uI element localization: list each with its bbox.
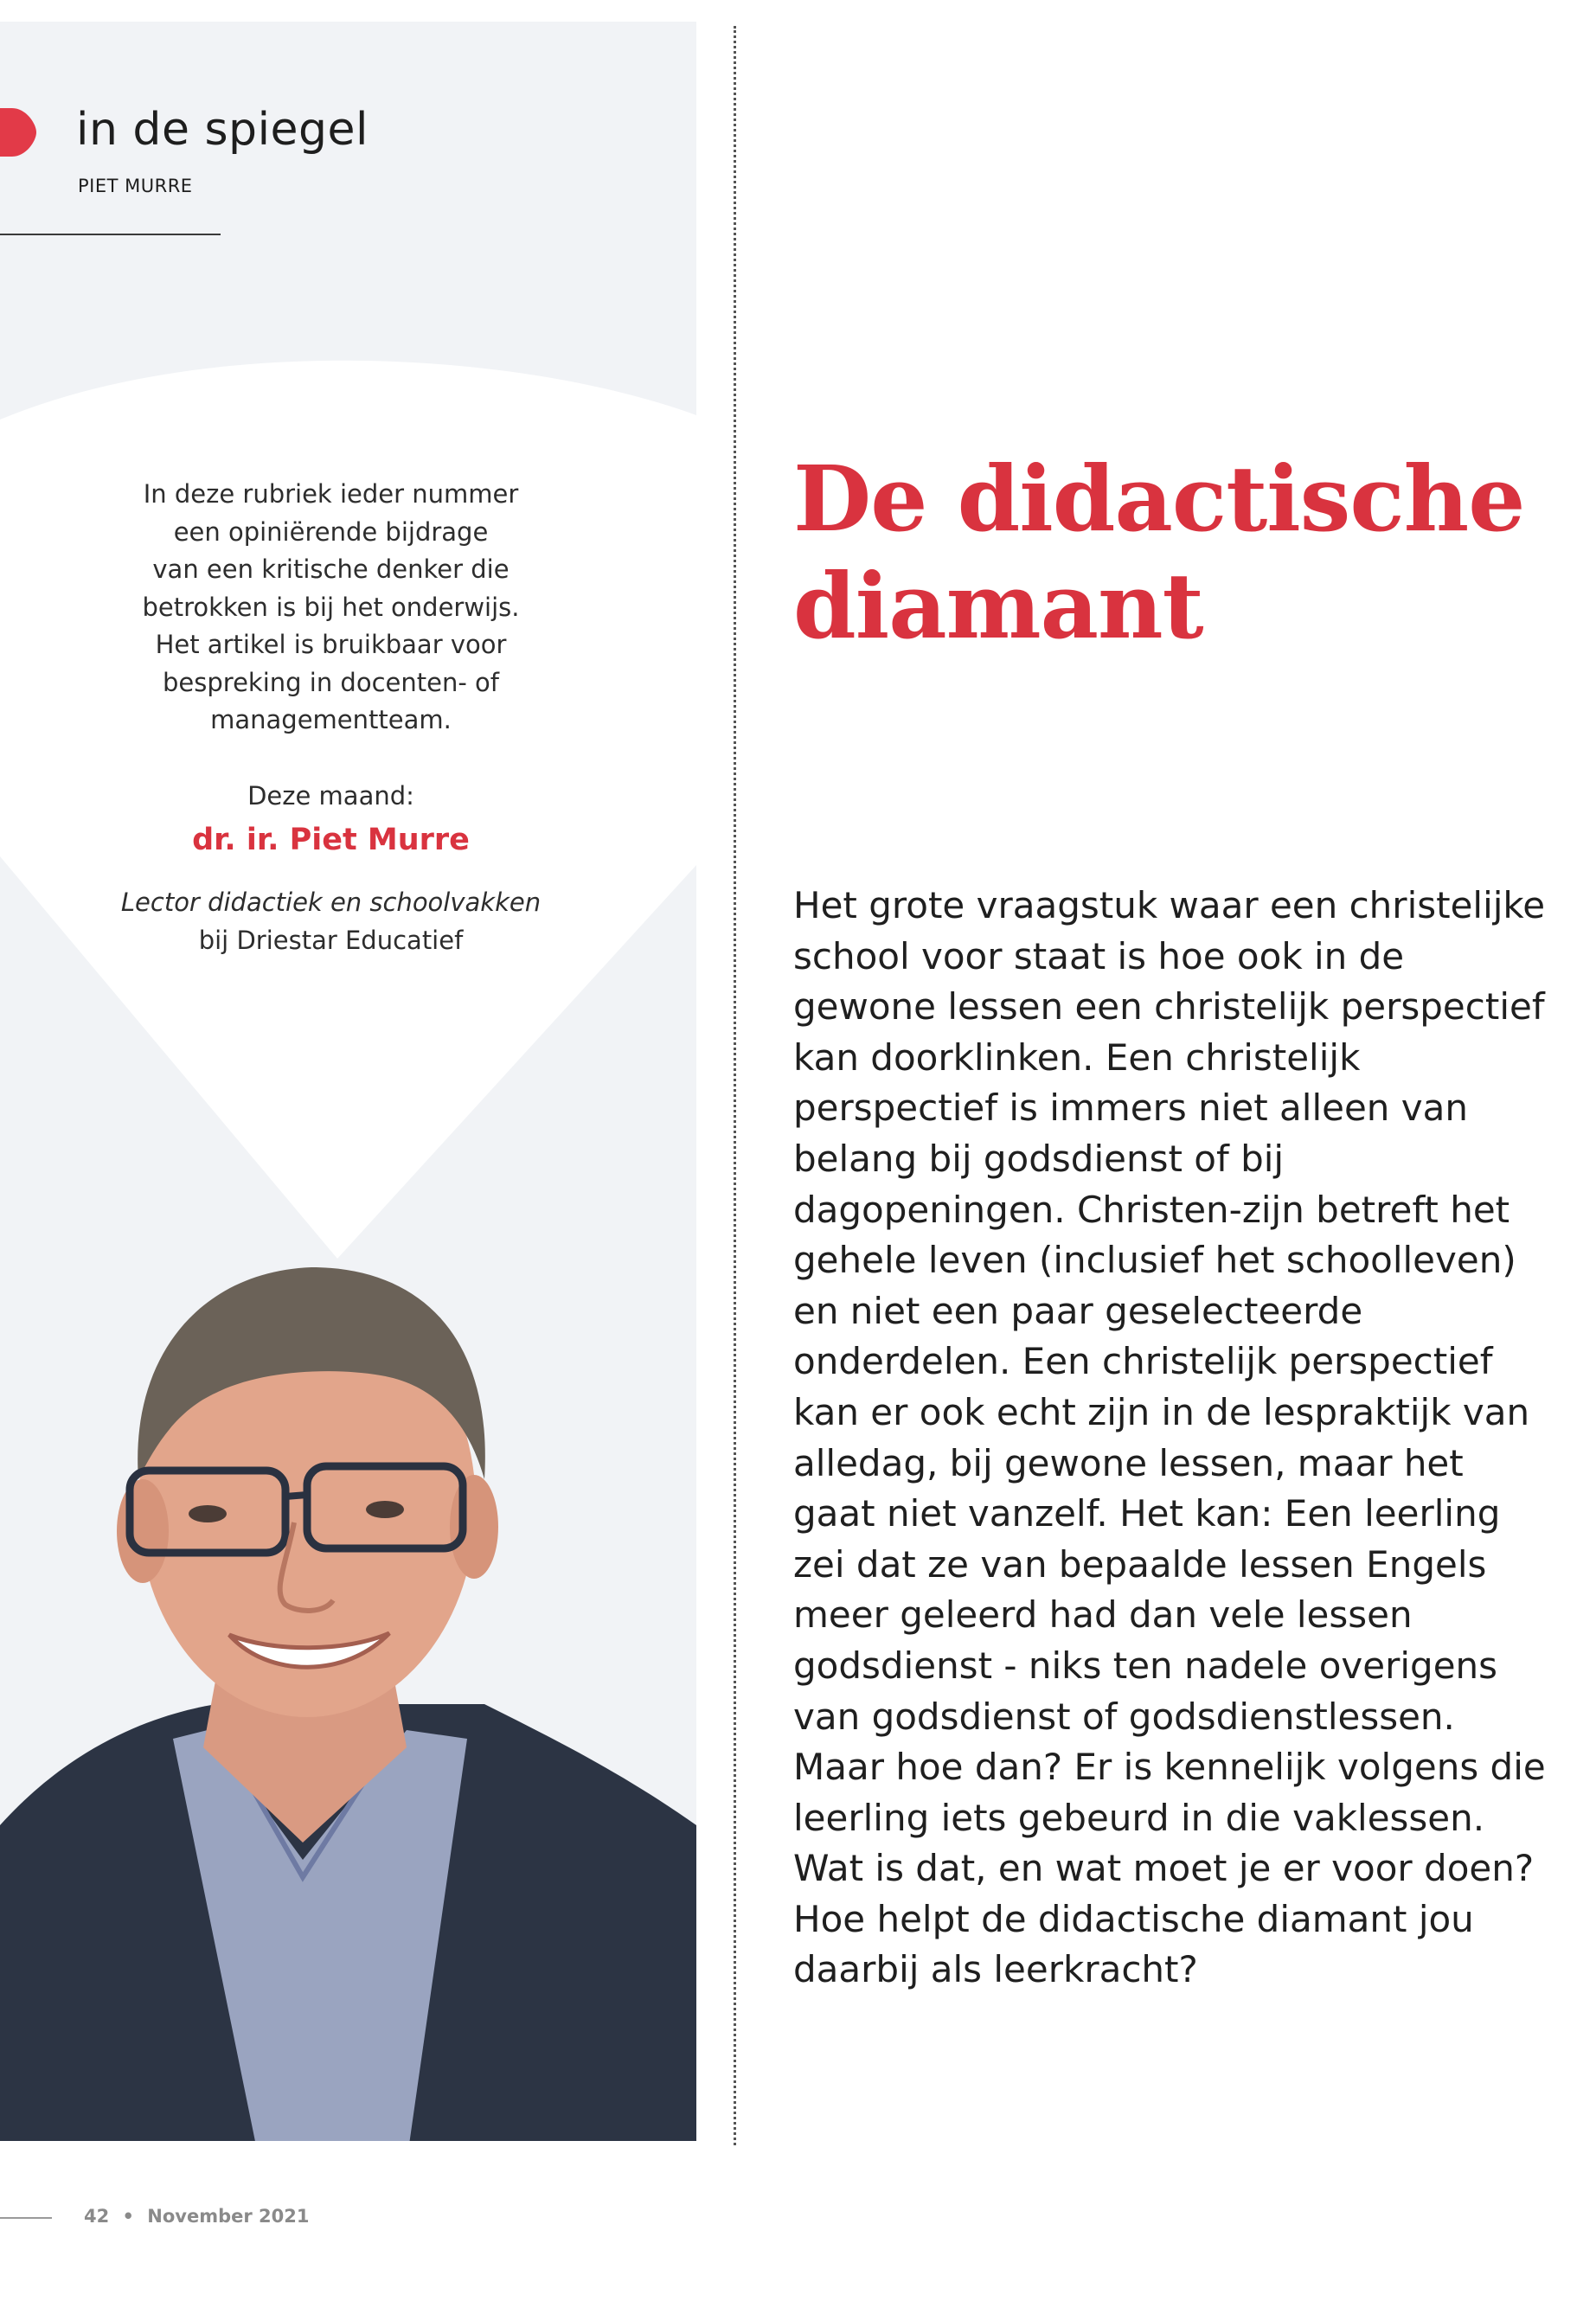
intro-block <box>112 476 549 959</box>
intro-line: In deze rubriek ieder nummer <box>143 479 519 509</box>
intro-line: een opiniërende bijdrage <box>173 516 489 547</box>
red-marker-icon <box>0 108 36 157</box>
author-portrait <box>0 1220 696 2141</box>
month-label: Deze maand: <box>247 780 414 811</box>
article-title <box>793 445 1554 660</box>
header-rule <box>0 234 221 235</box>
section-title: in de spiegel <box>76 104 369 156</box>
title-line: diamant <box>793 553 1203 659</box>
intro-line: managementteam. <box>210 705 452 734</box>
intro-line: van een kritische denker die <box>152 554 510 584</box>
author-role: bij Driestar Educatief <box>198 925 464 955</box>
intro-line: betrokken is bij het onderwijs. <box>142 592 520 622</box>
footer-rule <box>0 2217 52 2219</box>
author-role: Lector didactiek en schoolvakken <box>120 888 542 917</box>
issue-date: November 2021 <box>147 2206 310 2227</box>
author-kicker: PIET MURRE <box>78 176 193 196</box>
intro-line: Het artikel is bruikbaar voor <box>155 630 507 659</box>
sidebar-panel <box>0 22 696 2141</box>
page-number: 42 <box>84 2206 110 2227</box>
page-footer <box>84 2206 310 2227</box>
title-line: De didactische <box>793 445 1525 552</box>
author-name: dr. ir. Piet Murre <box>192 823 470 857</box>
footer-separator: • <box>122 2206 134 2227</box>
column-divider <box>734 26 736 2145</box>
intro-line: bespreking in docenten- of <box>163 667 499 697</box>
lead-paragraph: Het grote vraagstuk waar een christelijke school voor staat is hoe ook in de gewone lessen een christelijk perspectief kan doorklinken. Een christelijk perspectief is immers niet alleen van belang bij godsdienst of bij dagopeningen. Christen-zijn betreft het gehele leven (inclusief het schoolleven) en niet een paar geselecteerde onderdelen. Een christelijk perspectief kan er ook echt zijn in de lespraktijk van alledag, bij gewone lessen, maar het gaat niet vanzelf. Het kan: Een leerling zei dat ze van bepaalde lessen Engels meer geleerd had dan vele lessen godsdienst - niks ten nadele overigens van godsdienst of godsdienstlessen. Maar hoe dan? Er is kennelijk volgens die leerling iets gebeurd in die vaklessen. Wat is dat, en wat moet je er voor doen? Hoe helpt de didactische diamant jou daarbij als leerkracht? <box>793 884 1546 1991</box>
